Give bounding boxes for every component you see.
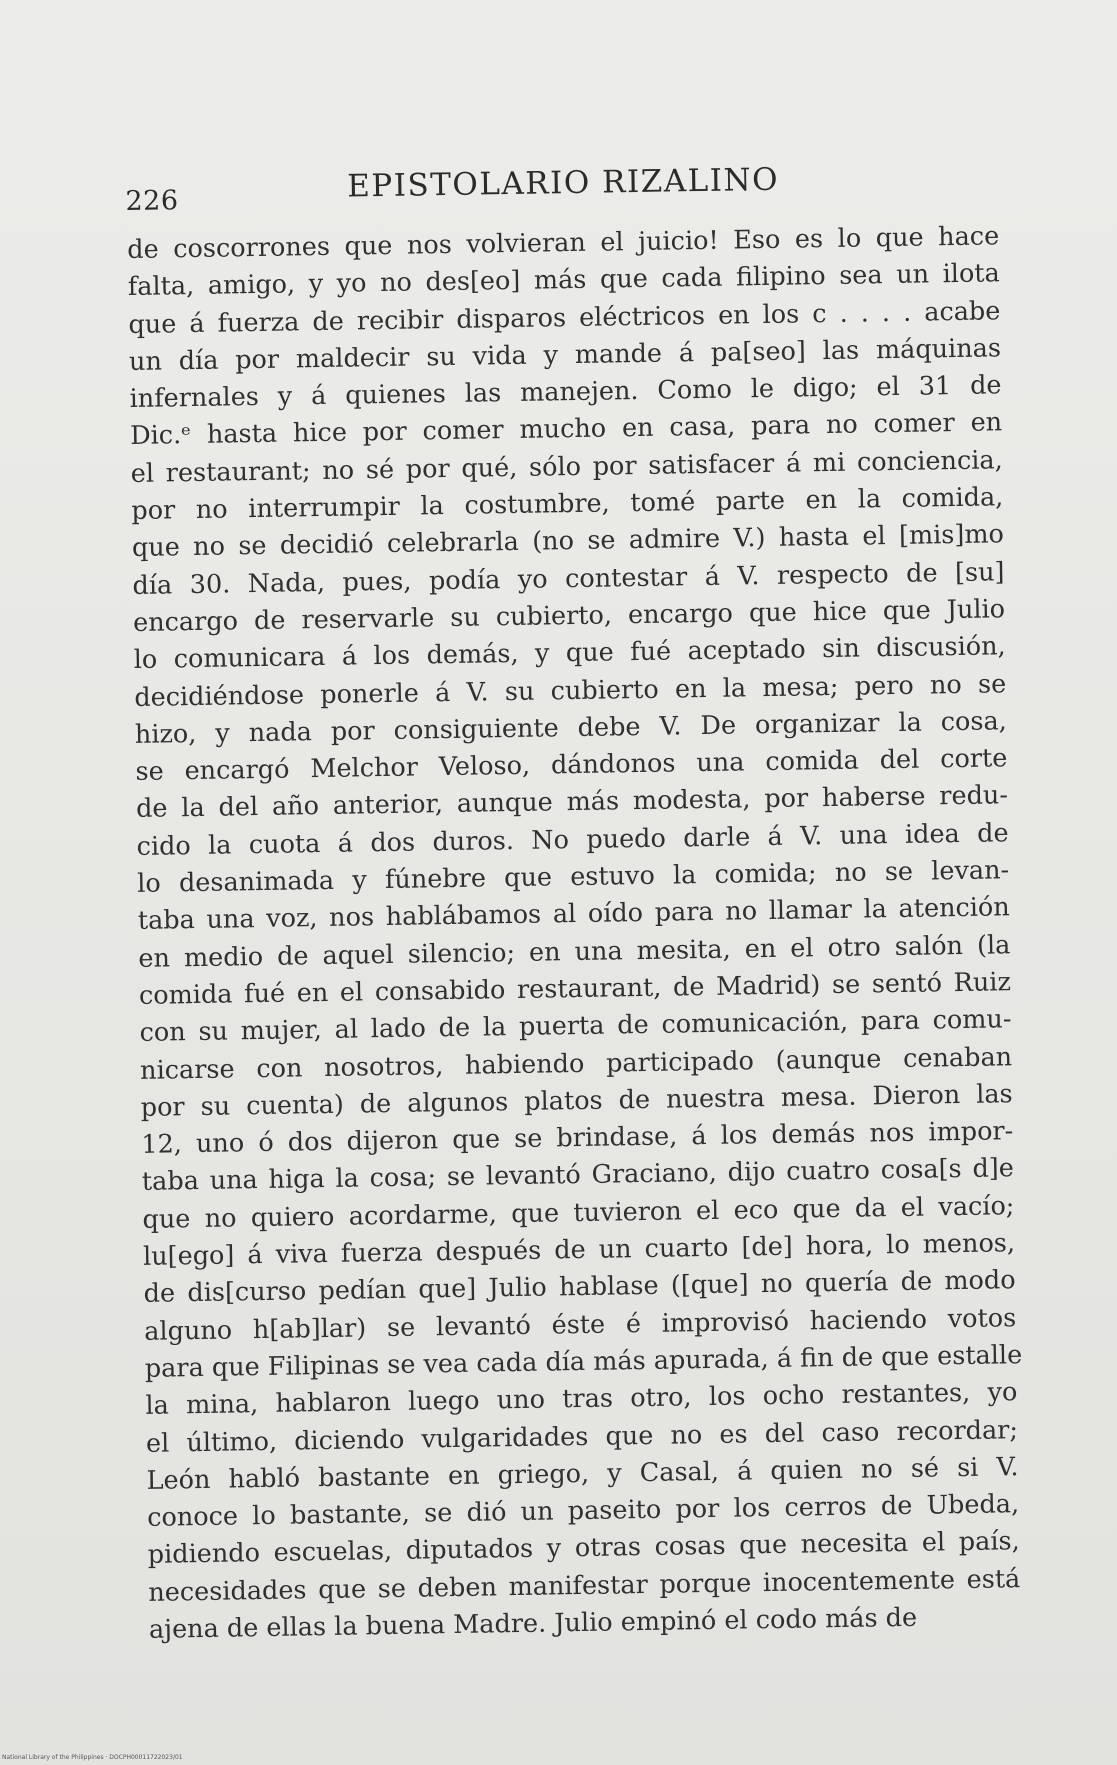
- text-line: que no quiero acordarme, que tuvieron el eco que da el vacío;: [142, 1190, 1015, 1235]
- text-line: decidiéndose ponerle á V. su cubierto en la mesa; pero no se: [134, 668, 1007, 713]
- text-line: pidiendo escuelas, diputados y otras cosas que necesita el país,: [147, 1526, 1020, 1571]
- text-line: un día por maldecir su vida y mande á pa[seo] las máquinas: [128, 333, 1002, 377]
- text-line: el último, diciendo vulgaridades que no es del caso recordar;: [145, 1414, 1019, 1459]
- text-line: alguno h[ab]lar) se levantó éste é improvisó haciendo votos: [144, 1302, 1017, 1347]
- page-number: 226: [125, 185, 179, 217]
- text-line: nicarse con nosotros, habiendo participado (aunque cenaban: [139, 1041, 1013, 1086]
- text-line: de dis[curso pedían que] Julio hablase ([que] no quería de modo: [143, 1265, 1016, 1310]
- text-line: de coscorrones que nos volvieran el juicio! Eso es lo que hace: [127, 221, 1000, 265]
- text-line: lo comunicara á los demás, y que fué aceptado sin discusión,: [133, 631, 1006, 676]
- text-line: encargo de reservarle su cubierto, encargo que hice que Julio: [132, 594, 1006, 638]
- text-line: con su mujer, al lado de la puerta de comunicación, para comu-: [139, 1004, 1012, 1049]
- text-line: día 30. Nada, pues, podía yo contestar á V. respecto de [su]: [132, 556, 1005, 601]
- text-line: taba una voz, nos hablábamos al oído para no llamar la atención: [137, 892, 1010, 937]
- text-line: infernales y á quienes las manejen. Como le digo; el 31 de: [129, 370, 1002, 415]
- text-line: necesidades que se deben manifestar porque inocentemente está: [148, 1563, 1021, 1608]
- text-line: para que Filipinas se vea cada día más apurada, á fin de que estalle: [144, 1339, 1023, 1384]
- text-line: Dic.ᵉ hasta hice por comer mucho en casa, para no comer en: [129, 407, 1003, 452]
- text-line: se encargó Melchor Veloso, dándonos una comida del corte: [135, 743, 1008, 788]
- archive-stamp: National Library of the Philippines · DOCPH00011722023/01: [2, 1754, 183, 1761]
- text-line: conoce lo bastante, se dió un paseito por los cerros de Ubeda,: [146, 1489, 1020, 1533]
- text-line: que á fuerza de recibir disparos eléctricos en los c . . . . acabe: [128, 295, 1001, 340]
- text-line: cido la cuota á dos duros. No puedo darle á V. una idea de: [136, 817, 1009, 862]
- text-line: la mina, hablaron luego uno tras otro, los ocho restantes, yo: [145, 1377, 1018, 1422]
- running-title: EPISTOLARIO RIZALINO: [346, 161, 780, 205]
- text-line: falta, amigo, y yo no des[eo] más que cada filipino sea un ilota: [127, 258, 1000, 303]
- page-header: [125, 158, 1006, 222]
- text-line: el restaurant; no sé por qué, sólo por satisfacer á mi conciencia,: [130, 445, 1003, 489]
- text-line: taba una higa la cosa; se levantó Graciano, dijo cuatro cosa[s d]e: [141, 1153, 1015, 1198]
- text-line: comida fué en el consabido restaurant, de Madrid) se sentó Ruiz: [138, 967, 1012, 1011]
- text-line: lu[ego] á viva fuerza después de un cuarto [de] hora, lo menos,: [142, 1228, 1016, 1272]
- text-line: de la del año anterior, aunque más modesta, por haberse redu-: [135, 780, 1009, 825]
- text-line: lo desanimada y fúnebre que estuvo la comida; no se levan-: [137, 855, 1010, 899]
- text-line: León habló bastante en griego, y Casal, á quien no sé si V.: [146, 1451, 1019, 1496]
- text-line: 12, uno ó dos dijeron que se brindase, á los demás nos impor-: [141, 1116, 1014, 1161]
- text-line: por su cuenta) de algunos platos de nuestra mesa. Dieron las: [140, 1079, 1013, 1123]
- text-line: ajena de ellas la buena Madre. Julio empinó el codo más de: [148, 1602, 918, 1645]
- text-line: por no interrumpir la costumbre, tomé parte en la comida,: [131, 482, 1004, 527]
- text-line: en medio de aquel silencio; en una mesita, en el otro salón (la: [138, 929, 1011, 974]
- body-text: [127, 218, 1021, 1649]
- text-line: que no se decidió celebrarla (no se admire V.) hasta el [mis]mo: [131, 519, 1005, 564]
- text-line: hizo, y nada por consiguiente debe V. De organizar la cosa,: [134, 706, 1008, 750]
